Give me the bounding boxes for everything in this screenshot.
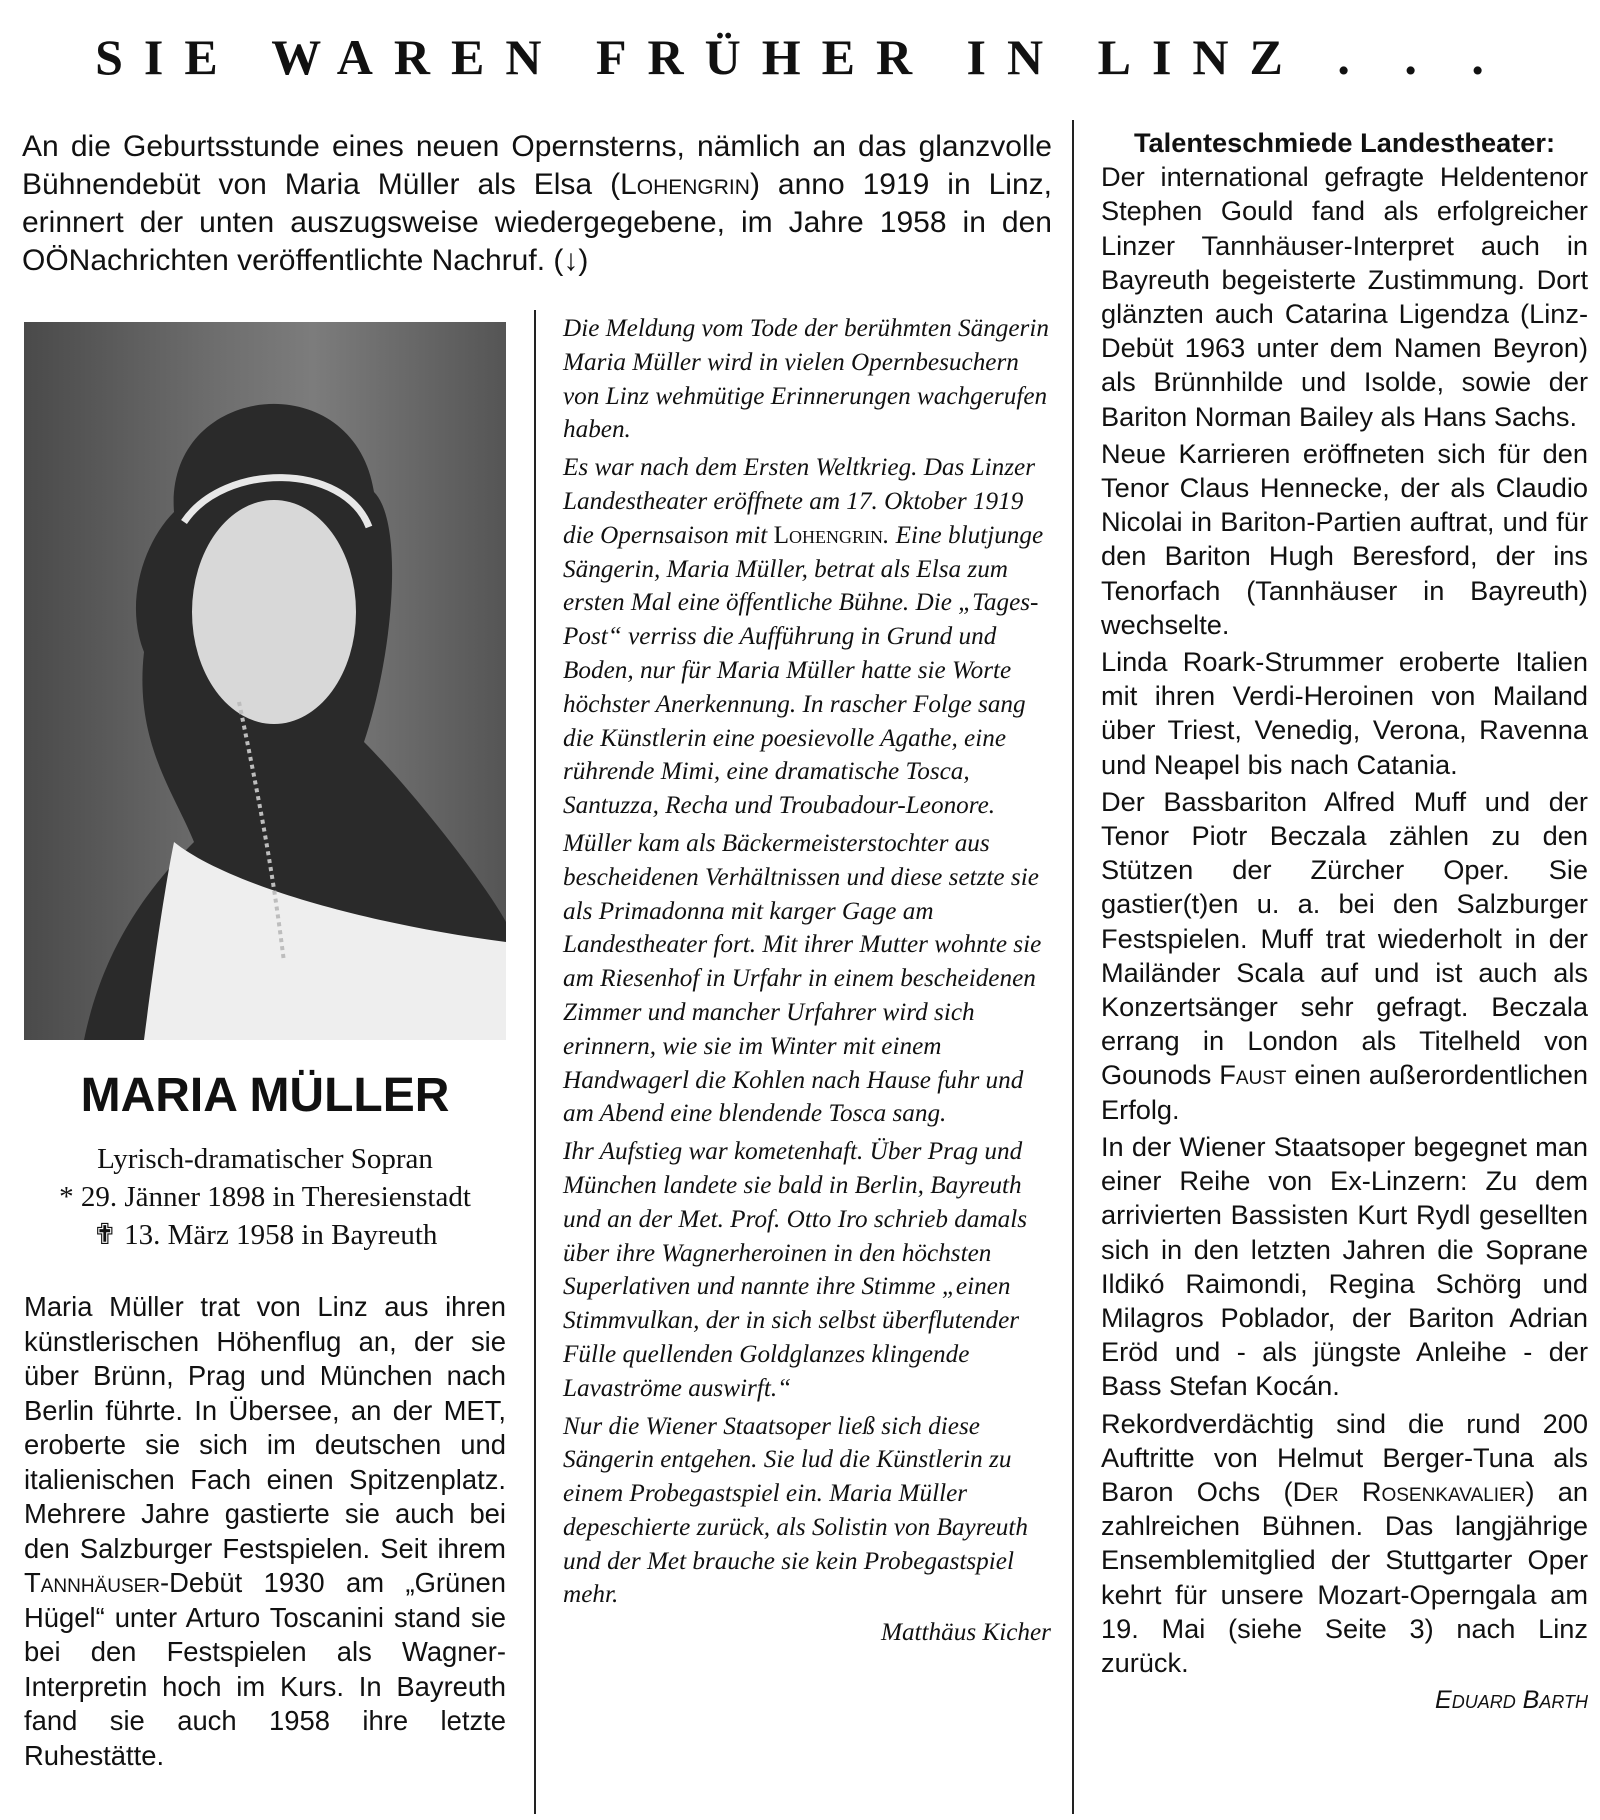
obituary-paragraph: Ihr Aufstieg war kometenhaft. Über Prag und München landete sie bald in Berlin, Bayreuth und an der Met. Prof. Otto Iro schrieb damals über ihre Wagnerheroinen in den höchsten Superlativen und nannte ihre Stimme „einen Stimmvulkan, der in sich selbst überflutender Fülle quellenden Goldglanzes klingende Lavaströme auswirft.“ [563, 1138, 1028, 1402]
obituary-opera-title: Lohengrin [773, 521, 883, 549]
column-divider-left [534, 310, 536, 1814]
singer-details [24, 1140, 506, 1254]
intro-opera-title: Lohengrin [620, 168, 750, 201]
obituary-signature: Matthäus Kicher [880, 1619, 1051, 1647]
intro-text-1: An die Geburtsstunde eines neuen Opernsterns, nämlich an das glanzvolle Bühnendebüt von Maria Müller als Elsa ( [22, 130, 1052, 201]
obituary-text: . Eine blutjunge Sängerin, Maria Müller, betrat als Elsa zum ersten Mal eine öffentliche Bühne. Die „Tages-Post“ verriss die Aufführung in Grund und Boden, nur für Maria Müller hatte sie Worte höchster Anerkennung. In rascher Folge sang die Künstlerin eine poesievolle Agathe, eine rührende Mimi, eine dramatische Tosca, Santuzza, Recha und Troubadour-Leonore. [563, 521, 1044, 820]
intro-paragraph [22, 128, 1052, 280]
sidebar-text: Der Bassbariton Alfred Muff und der Tenor Piotr Beczala zählen zu den Stützen der Zürcher Oper. Sie gastier(t)en u. a. bei den Salzburger Festspielen. Muff trat wiederholt in der Mailänder Scala auf und ist auch als Konzertsänger sehr gefragt. Beczala errang in London als Titelheld von Gounods [1101, 785, 1588, 1091]
obituary-text: Es war nach dem Ersten Weltkrieg. Das Linzer Landestheater eröffnete am 17. Oktober 1919 die Opernsaison mit [563, 454, 1036, 549]
bio-text-1: Maria Müller trat von Linz aus ihren künstlerischen Höhenflug an, der sie über Brünn, Prag und München nach Berlin führte. In Übersee, an der MET, eroberte sie sich im deutschen und italienischen Fach einen Spitzenplatz. Mehrere Jahre gastierte sie auch bei den Salzburger Festspielen. Seit ihrem [24, 1291, 506, 1564]
page-headline: SIE WAREN FRÜHER IN LINZ . . . [95, 29, 1505, 85]
portrait-figure [24, 322, 506, 1040]
sidebar-text: Rekordverdächtig sind die rund 200 Auftritte von Helmut Berger-Tuna als Baron Ochs ( [1101, 1407, 1588, 1507]
sidebar-paragraph: Linda Roark-Strummer eroberte Italien mit ihren Verdi-Heroinen von Mailand über Triest, Venedig, Verona, Ravenna und Neapel bis nach Catania. [1101, 646, 1588, 780]
sidebar-title: Talenteschmiede Landestheater: [1133, 127, 1556, 158]
sidebar-text: ) an zahlreichen Bühnen. Das langjährige Ensemblemitglied der Stuttgarter Oper kehrt für unsere Mozart-Operngala am 19. Mai (siehe Seite 3) nach Linz zurück. [1101, 1475, 1588, 1678]
sidebar-opera-title: Der Rosenkavalier [1292, 1475, 1526, 1507]
obituary-paragraph: Die Meldung vom Tode der berühmten Sängerin Maria Müller wird in vielen Opernbesuchern von Linz wehmütige Erinnerungen wachgerufen haben. [563, 315, 1049, 444]
sidebar-column [1101, 126, 1588, 1717]
death-date: ✟ 13. März 1958 in Bayreuth [92, 1219, 438, 1251]
sidebar-paragraph [1101, 1407, 1588, 1681]
sidebar-paragraph: In der Wiener Staatsoper begegnet man einer Reihe von Ex-Linzern: Zu dem arrivierten Bassisten Kurt Rydl gesellten sich in den letzten Jahren die Soprane Ildikó Raimondi, Regina Schörg und Milagros Poblador, der Bariton Adrian Eröd und - als jüngste Anleihe - der Bass Stefan Kocán. [1101, 1130, 1588, 1402]
bio-paragraph [24, 1290, 506, 1773]
obituary-paragraph [563, 451, 1051, 823]
voice-type: Lyrisch-dramatischer Sopran [97, 1143, 433, 1175]
bio-opera-title: Tannhäuser [24, 1567, 161, 1598]
birth-date: * 29. Jänner 1898 in Theresienstadt [59, 1181, 471, 1213]
obituary-column [563, 312, 1051, 1654]
singer-name: MARIA MÜLLER [80, 1069, 450, 1122]
portrait-photo [24, 322, 506, 1040]
sidebar-paragraph: Neue Karrieren eröffneten sich für den Tenor Claus Hennecke, der als Claudio Nicolai in Bariton-Partien auftrat, und für den Bariton Hugh Beresford, der ins Tenorfach (Tannhäuser in Bayreuth) wechselte. [1101, 437, 1588, 640]
obituary-paragraph: Nur die Wiener Staatsoper ließ sich diese Sängerin entgehen. Sie lud die Künstlerin zu einem Probegastspiel ein. Maria Müller depeschierte zurück, als Solistin von Bayreuth und der Met brauche sie kein Probegastspiel mehr. [563, 1412, 1028, 1609]
obituary-paragraph: Müller kam als Bäckermeisterstochter aus bescheidenen Verhältnissen und diese setzte sie als Primadonna mit karger Gage am Landestheater fort. Mit ihrer Mutter wohnte sie am Riesenhof in Urfahr in einem bescheidenen Zimmer und mancher Urfahrer wird sich erinnern, wie sie im Winter mit einem Handwagerl die Kohlen nach Hause fuhr und am Abend eine blendende Tosca sang. [563, 829, 1042, 1128]
column-divider-right [1072, 120, 1074, 1814]
sidebar-opera-title: Faust [1219, 1059, 1287, 1091]
intro-text-2: ) anno 1919 in Linz, erinnert der unten auszugsweise wiedergegebene, im Jahre 1958 in den OÖNachrichten veröffentlichte Nachruf. (↓) [22, 168, 1052, 277]
sidebar-text: einen außerordentlichen Erfolg. [1101, 1059, 1588, 1125]
sidebar-paragraph [1101, 785, 1588, 1127]
bio-text-2: -Debüt 1930 am „Grünen Hügel“ unter Arturo Toscanini stand sie bei den Festspielen als Wagner-Interpretin hoch im Kurs. In Bayreuth fand sie auch 1958 ihre letzte Ruhestätte. [24, 1567, 506, 1771]
sidebar-author: Eduard Barth [1435, 1686, 1588, 1715]
sidebar-paragraph: Der international gefragte Heldentenor Stephen Gould fand als erfolgreicher Linzer Tannhäuser-Interpret auch in Bayreuth begeisterte Zustimmung. Dort glänzten auch Catarina Ligendza (Linz-Debüt 1963 unter dem Namen Beyron) als Brünnhilde und Isolde, sowie der Bariton Norman Bailey als Hans Sachs. [1101, 161, 1588, 432]
